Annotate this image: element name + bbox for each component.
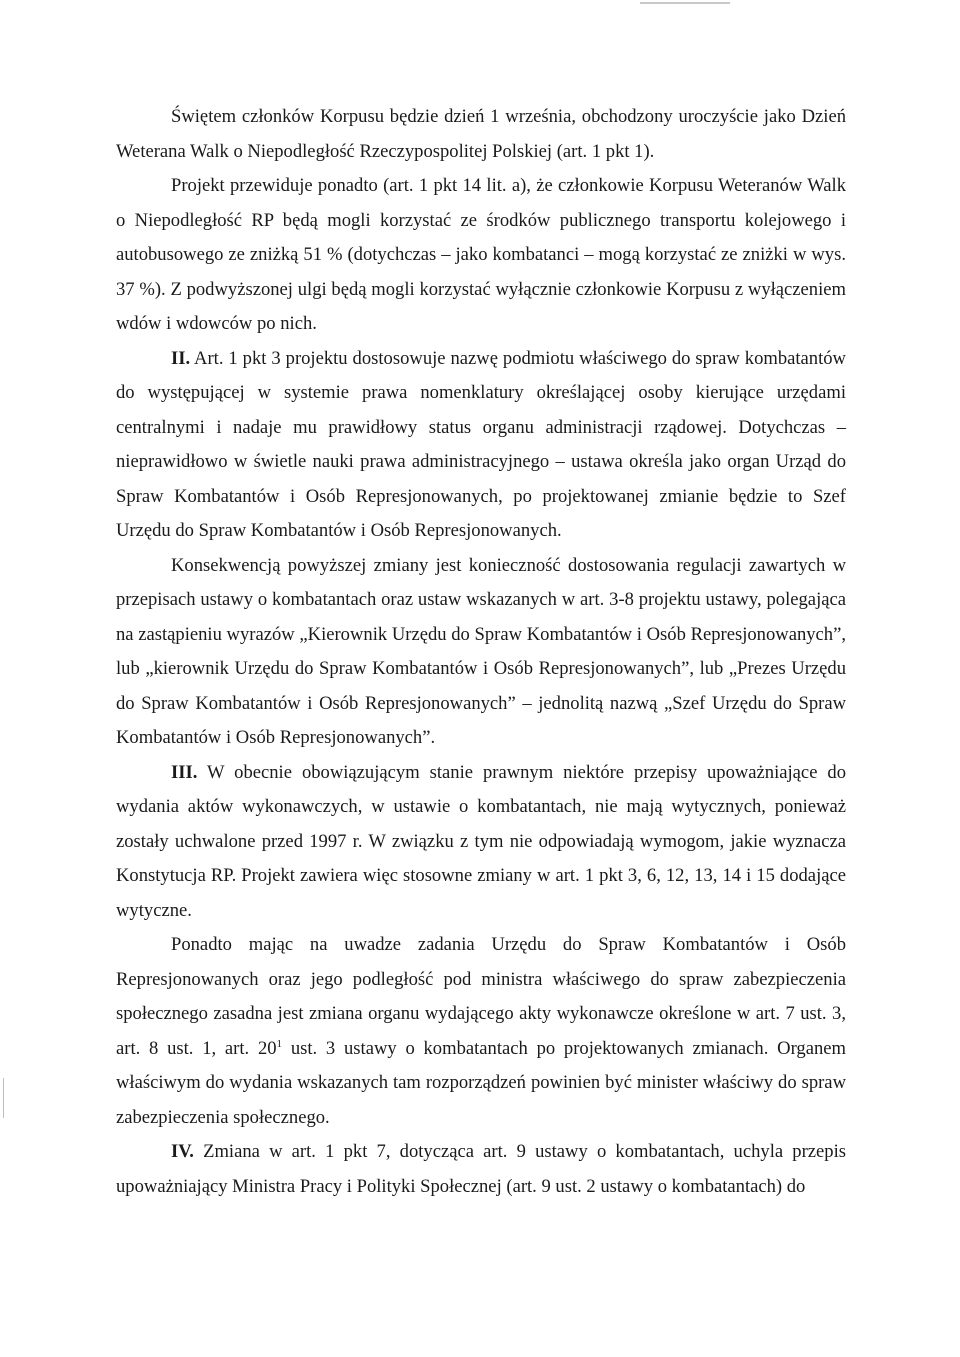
section-numeral: II. bbox=[171, 347, 191, 369]
section-paragraph-iii bbox=[116, 756, 846, 929]
section-paragraph-ii bbox=[116, 342, 846, 549]
section-numeral: IV. bbox=[171, 1141, 194, 1162]
section-numeral: III. bbox=[171, 761, 198, 783]
scan-margin-mark bbox=[3, 1078, 4, 1118]
paragraph-text: ust. 3 ustawy o kombatantach po projektowanych zmianach. Organem właściwym do wydania wskazanych tam rozporządzeń powinien być minister właściwy do spraw zabezpieczenia społecznego. bbox=[116, 1037, 846, 1128]
paragraph bbox=[116, 169, 846, 342]
paragraph-text: W obecnie obowiązującym stanie prawnym niektóre przepisy upoważniające do wydania aktów wykonawczych, w ustawie o kombatantach, nie mają wytycznych, ponieważ zostały uchwalone przed 1997 r. W związku z tym nie odpowiadają wymogom, jakie wyznacza Konstytucja RP. Projekt zawiera więc stosowne zmiany w art. 1 pkt 3, 6, 12, 13, 14 i 15 dodające wytyczne. bbox=[116, 761, 846, 921]
section-paragraph-iv bbox=[116, 1135, 846, 1204]
paragraph-text: Konsekwencją powyższej zmiany jest konieczność dostosowania regulacji zawartych w przepisach ustawy o kombatantach oraz ustaw wskazanych w art. 3-8 projektu ustawy, polegająca na zastąpieniu wyrazów „Kierownik Urzędu do Spraw Kombatantów i Osób Represjonowanych”, lub „kierownik Urzędu do Spraw Kombatantów i Osób Represjonowanych”, lub „Prezes Urzędu do Spraw Kombatantów i Osób Represjonowanych” – jednolitą nazwą „Szef Urzędu do Spraw Kombatantów i Osób Represjonowanych”. bbox=[116, 554, 846, 748]
paragraph bbox=[116, 549, 846, 756]
document-body bbox=[116, 100, 846, 1204]
paragraph-text: Art. 1 pkt 3 projektu dostosowuje nazwę podmiotu właściwego do spraw kombatantów do występującej w systemie prawa nomenklatury określającej osoby kierujące urzędami centralnymi i nadaje mu prawidłowy status organu administracji rządowej. Dotychczas – nieprawidłowo w świetle nauki prawa administracyjnego – ustawa określa jako organ Urząd do Spraw Kombatantów i Osób Represjonowanych, po projektowanej zmianie będzie to Szef Urzędu do Spraw Kombatantów i Osób Represjonowanych. bbox=[116, 347, 846, 541]
paragraph-text: Zmiana w art. 1 pkt 7, dotycząca art. 9 ustawy o kombatantach, uchyla przepis upoważniający Ministra Pracy i Polityki Społecznej (art. 9 ust. 2 ustawy o kombatantach) do bbox=[116, 1141, 846, 1197]
paragraph-text: Świętem członków Korpusu będzie dzień 1 września, obchodzony uroczyście jako Dzień Weterana Walk o Niepodległość Rzeczypospolitej Polskiej (art. 1 pkt 1). bbox=[116, 106, 846, 162]
paragraph bbox=[116, 928, 846, 1135]
paragraph-text: Ponadto mając na uwadze zadania Urzędu do Spraw Kombatantów i Osób Represjonowanych oraz jego podległość pod ministra właściwego do spraw zabezpieczenia społecznego zasadna jest zmiana organu wydającego akty wykonawcze określone w art. 7 ust. 3, art. 8 ust. 1, art. 20 bbox=[116, 934, 846, 1059]
paragraph bbox=[116, 100, 846, 169]
superscript: 1 bbox=[276, 1037, 283, 1050]
scan-edge-mark bbox=[640, 2, 730, 4]
paragraph-text: Projekt przewiduje ponadto (art. 1 pkt 14 lit. a), że członkowie Korpusu Weteranów Walk o Niepodległość RP będą mogli korzystać ze środków publicznego transportu kolejowego i autobusowego ze zniżką 51 % (dotychczas – jako kombatanci – mogą korzystać ze zniżki w wys. 37 %). Z podwyższonej ulgi będą mogli korzystać wyłącznie członkowie Korpusu z wyłączeniem wdów i wdowców po nich. bbox=[116, 175, 846, 334]
